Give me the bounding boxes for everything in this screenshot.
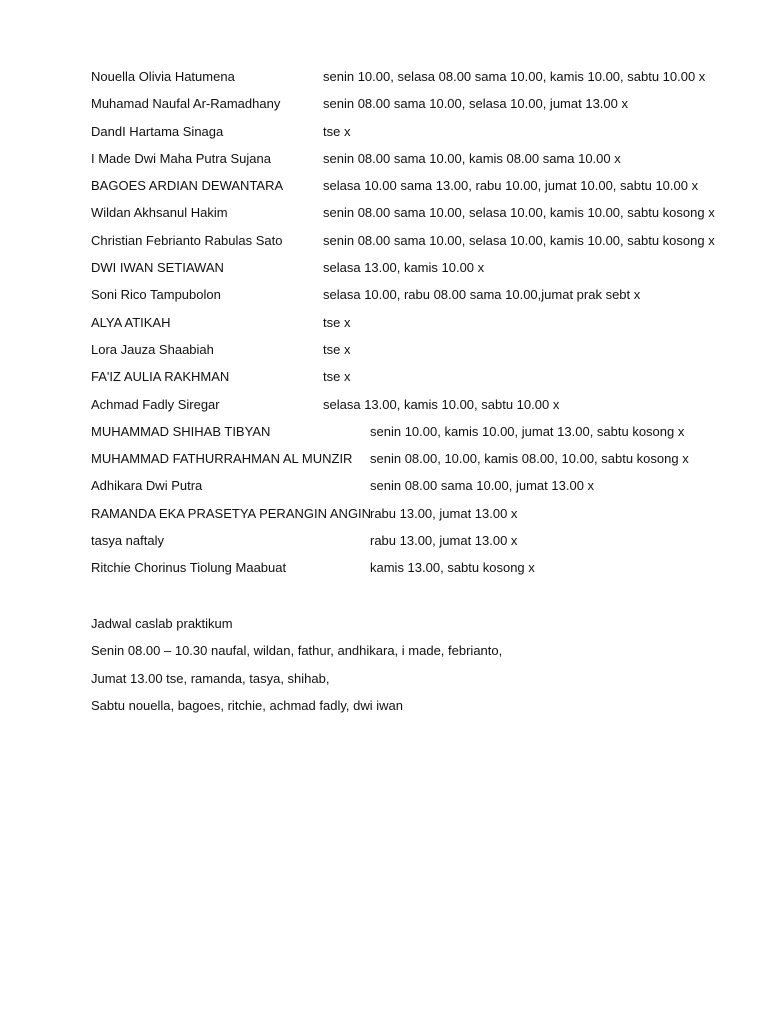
student-schedule: senin 10.00, selasa 08.00 sama 10.00, kamis 10.00, sabtu 10.00 x bbox=[323, 69, 706, 84]
student-schedule: selasa 10.00, rabu 08.00 sama 10.00,jumat prak sebt x bbox=[323, 287, 641, 303]
student-schedule: kamis 13.00, sabtu kosong x bbox=[370, 560, 535, 576]
caslab-schedule-section bbox=[91, 615, 731, 724]
roster-row bbox=[91, 341, 731, 368]
student-name: BAGOES ARDIAN DEWANTARA bbox=[91, 178, 284, 194]
roster-row bbox=[91, 123, 731, 150]
student-schedule: tse x bbox=[323, 341, 351, 357]
caslab-line-jumat: Jumat 13.00 tse, ramanda, tasya, shihab, bbox=[91, 670, 330, 686]
student-name: I Made Dwi Maha Putra Sujana bbox=[91, 150, 271, 166]
student-schedule: senin 08.00 sama 10.00, kamis 08.00 sama 10.00 x bbox=[323, 150, 621, 166]
student-name: Wildan Akhsanul Hakim bbox=[91, 205, 228, 221]
student-schedule: senin 08.00 sama 10.00, selasa 10.00, kamis 10.00, sabtu kosong x bbox=[323, 232, 715, 248]
student-name: FA'IZ AULIA RAKHMAN bbox=[91, 369, 230, 385]
roster-row bbox=[91, 532, 731, 559]
student-name: Muhamad Naufal Ar-Ramadhany bbox=[91, 96, 281, 112]
roster-row bbox=[91, 68, 731, 95]
student-name: tasya naftaly bbox=[91, 533, 164, 549]
roster-row bbox=[91, 232, 731, 259]
student-name: ALYA ATIKAH bbox=[91, 314, 171, 330]
roster-row bbox=[91, 559, 731, 586]
student-schedule: senin 08.00, 10.00, kamis 08.00, 10.00, sabtu kosong x bbox=[370, 451, 689, 467]
student-schedule: selasa 10.00 sama 13.00, rabu 10.00, jumat 10.00, sabtu 10.00 x bbox=[323, 178, 699, 194]
student-schedule: senin 08.00 sama 10.00, jumat 13.00 x bbox=[370, 478, 595, 494]
roster-row bbox=[91, 505, 731, 532]
student-name: Lora Jauza Shaabiah bbox=[91, 341, 214, 357]
roster-row bbox=[91, 396, 731, 423]
student-name: Soni Rico Tampubolon bbox=[91, 287, 221, 303]
student-name: Nouella Olivia Hatumena bbox=[91, 69, 235, 84]
student-name: Adhikara Dwi Putra bbox=[91, 478, 203, 494]
roster-row bbox=[91, 177, 731, 204]
student-schedule: rabu 13.00, jumat 13.00 x bbox=[370, 505, 518, 521]
student-schedule: senin 10.00, kamis 10.00, jumat 13.00, sabtu kosong x bbox=[370, 423, 685, 439]
student-name: Ritchie Chorinus Tiolung Maabuat bbox=[91, 560, 287, 576]
roster-row bbox=[91, 368, 731, 395]
student-name: MUHAMMAD FATHURRAHMAN AL MUNZIR bbox=[91, 451, 353, 467]
student-schedule: tse x bbox=[323, 123, 351, 139]
caslab-title: Jadwal caslab praktikum bbox=[91, 616, 233, 631]
student-schedule: rabu 13.00, jumat 13.00 x bbox=[370, 533, 518, 549]
student-schedule: tse x bbox=[323, 314, 351, 330]
student-name: RAMANDA EKA PRASETYA PERANGIN ANGIN bbox=[91, 505, 372, 521]
student-name: DandI Hartama Sinaga bbox=[91, 123, 224, 139]
student-name: Christian Febrianto Rabulas Sato bbox=[91, 232, 283, 248]
caslab-line-senin: Senin 08.00 – 10.30 naufal, wildan, fathur, andhikara, i made, febrianto, bbox=[91, 643, 503, 659]
availability-roster bbox=[91, 68, 731, 587]
student-name: Achmad Fadly Siregar bbox=[91, 396, 220, 412]
roster-row bbox=[91, 259, 731, 286]
student-schedule: tse x bbox=[323, 369, 351, 385]
roster-row bbox=[91, 204, 731, 231]
student-schedule: selasa 13.00, kamis 10.00 x bbox=[323, 260, 485, 276]
roster-row bbox=[91, 450, 731, 477]
roster-row bbox=[91, 95, 731, 122]
student-schedule: senin 08.00 sama 10.00, selasa 10.00, jumat 13.00 x bbox=[323, 96, 628, 112]
roster-row bbox=[91, 314, 731, 341]
roster-row bbox=[91, 150, 731, 177]
student-name: MUHAMMAD SHIHAB TIBYAN bbox=[91, 423, 271, 439]
roster-row bbox=[91, 477, 731, 504]
roster-row bbox=[91, 423, 731, 450]
caslab-line-sabtu: Sabtu nouella, bagoes, ritchie, achmad fadly, dwi iwan bbox=[91, 697, 403, 713]
student-schedule: selasa 13.00, kamis 10.00, sabtu 10.00 x bbox=[323, 396, 560, 412]
roster-row bbox=[91, 286, 731, 313]
student-schedule: senin 08.00 sama 10.00, selasa 10.00, kamis 10.00, sabtu kosong x bbox=[323, 205, 715, 221]
student-name: DWI IWAN SETIAWAN bbox=[91, 260, 224, 276]
